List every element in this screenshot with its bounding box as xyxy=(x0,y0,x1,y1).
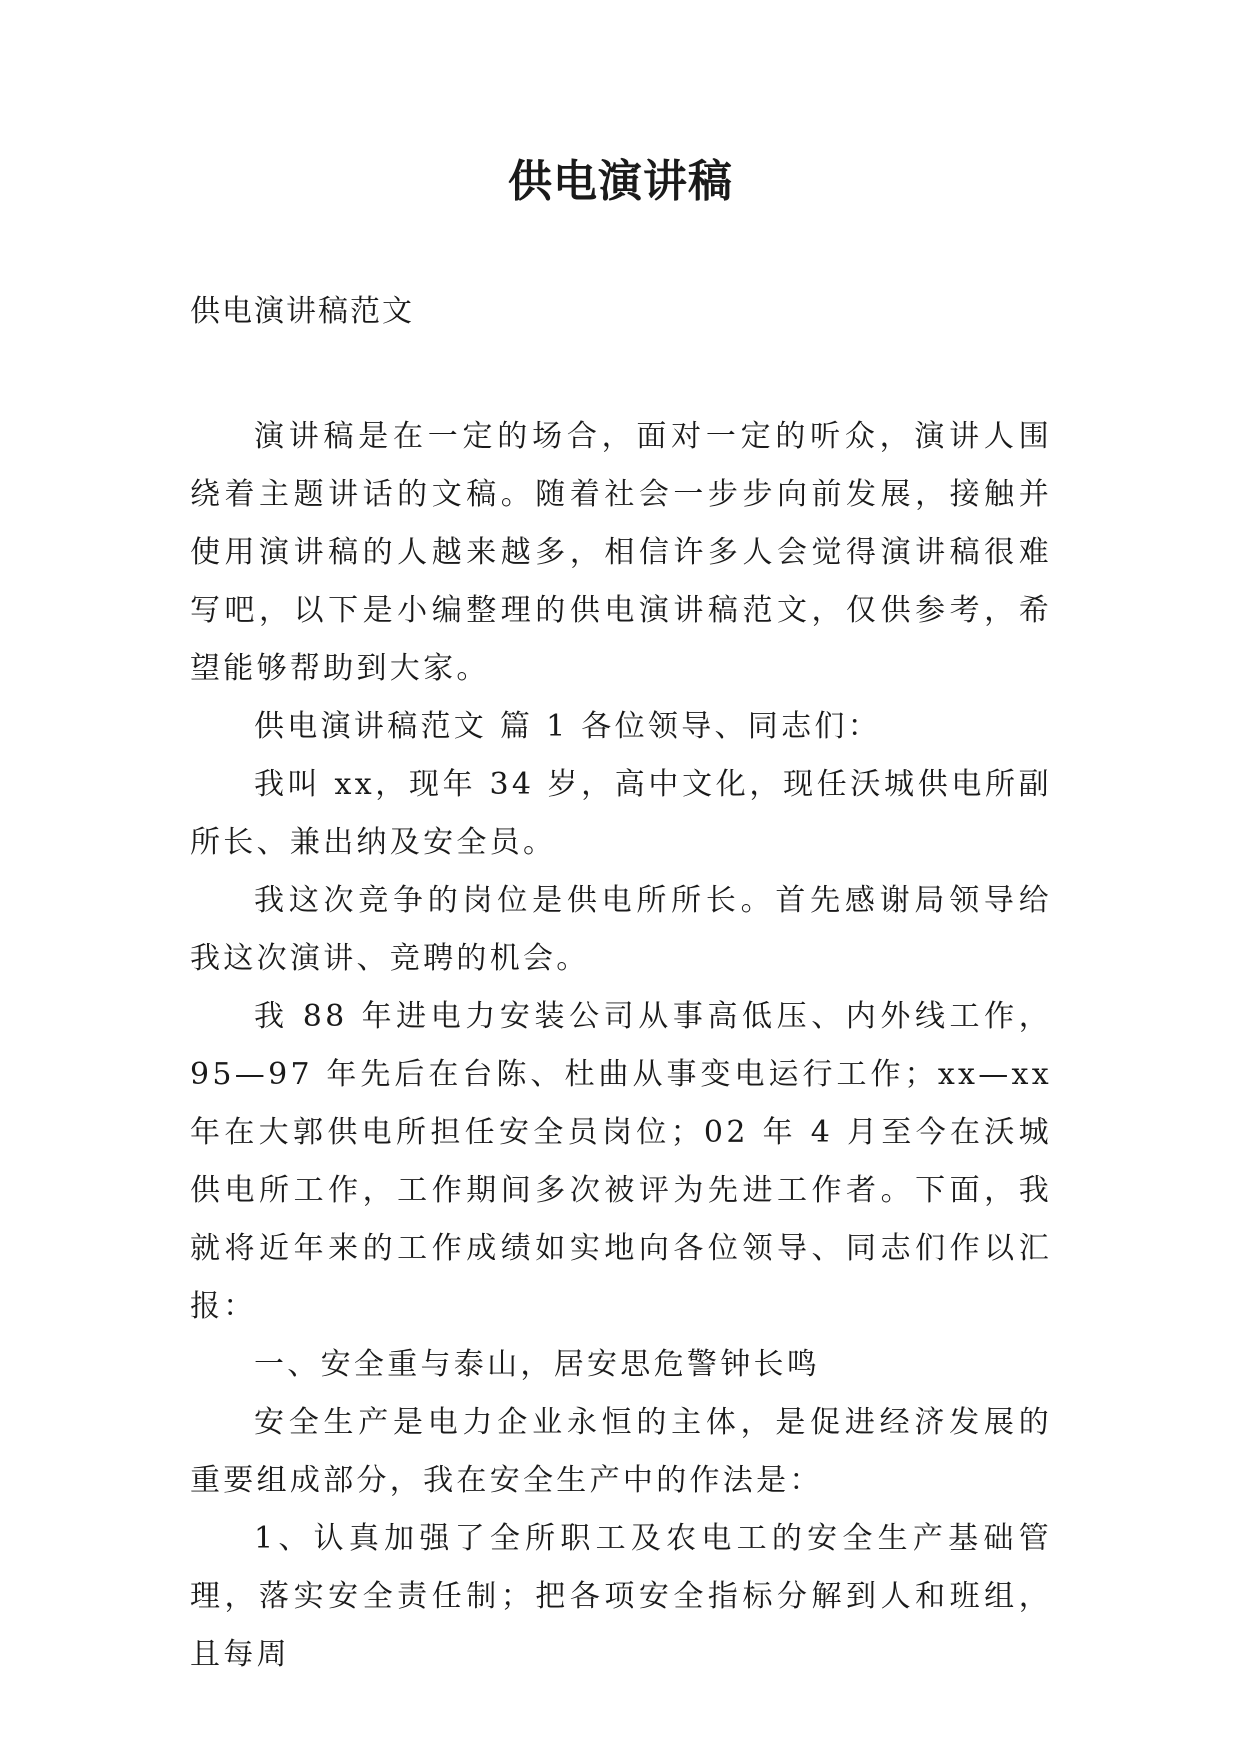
paragraph-self-introduction: 我叫 xx，现年 34 岁，高中文化，现任沃城供电所副所长、兼出纳及安全员。 xyxy=(190,767,1052,860)
document-title: 供电演讲稿 xyxy=(508,156,733,207)
paragraph-position: 我这次竞争的岗位是供电所所长。首先感谢局领导给我这次演讲、竞聘的机会。 xyxy=(190,883,1052,976)
paragraph-work-history: 我 88 年进电力安装公司从事高低压、内外线工作，95—97 年先后在台陈、杜曲从事变电运行工作；xx—xx 年在大郭供电所担任安全员岗位；02 年 4 月至今在沃城供电所工作，工作期间多次被评为先进工作者。下面，我就将近年来的工作成绩如实地向各位领导、同志们作以汇报： xyxy=(190,999,1052,1324)
paragraph-safety-intro: 安全生产是电力企业永恒的主体，是促进经济发展的重要组成部分，我在安全生产中的作法是： xyxy=(190,1405,1052,1498)
section-heading-safety: 一、安全重与泰山，居安思危警钟长鸣 xyxy=(254,1347,821,1382)
document-subtitle: 供电演讲稿范文 xyxy=(190,294,414,329)
document-body xyxy=(190,408,1052,1684)
list-item-safety-1: 1、认真加强了全所职工及农电工的安全生产基础管理，落实安全责任制；把各项安全指标分解到人和班组，且每周 xyxy=(190,1521,1052,1672)
paragraph-greeting: 供电演讲稿范文 篇 1 各位领导、同志们： xyxy=(254,709,881,744)
paragraph-intro: 演讲稿是在一定的场合，面对一定的听众，演讲人围绕着主题讲话的文稿。随着社会一步步向前发展，接触并使用演讲稿的人越来越多，相信许多人会觉得演讲稿很难写吧，以下是小编整理的供电演讲稿范文，仅供参考，希望能够帮助到大家。 xyxy=(190,419,1052,686)
